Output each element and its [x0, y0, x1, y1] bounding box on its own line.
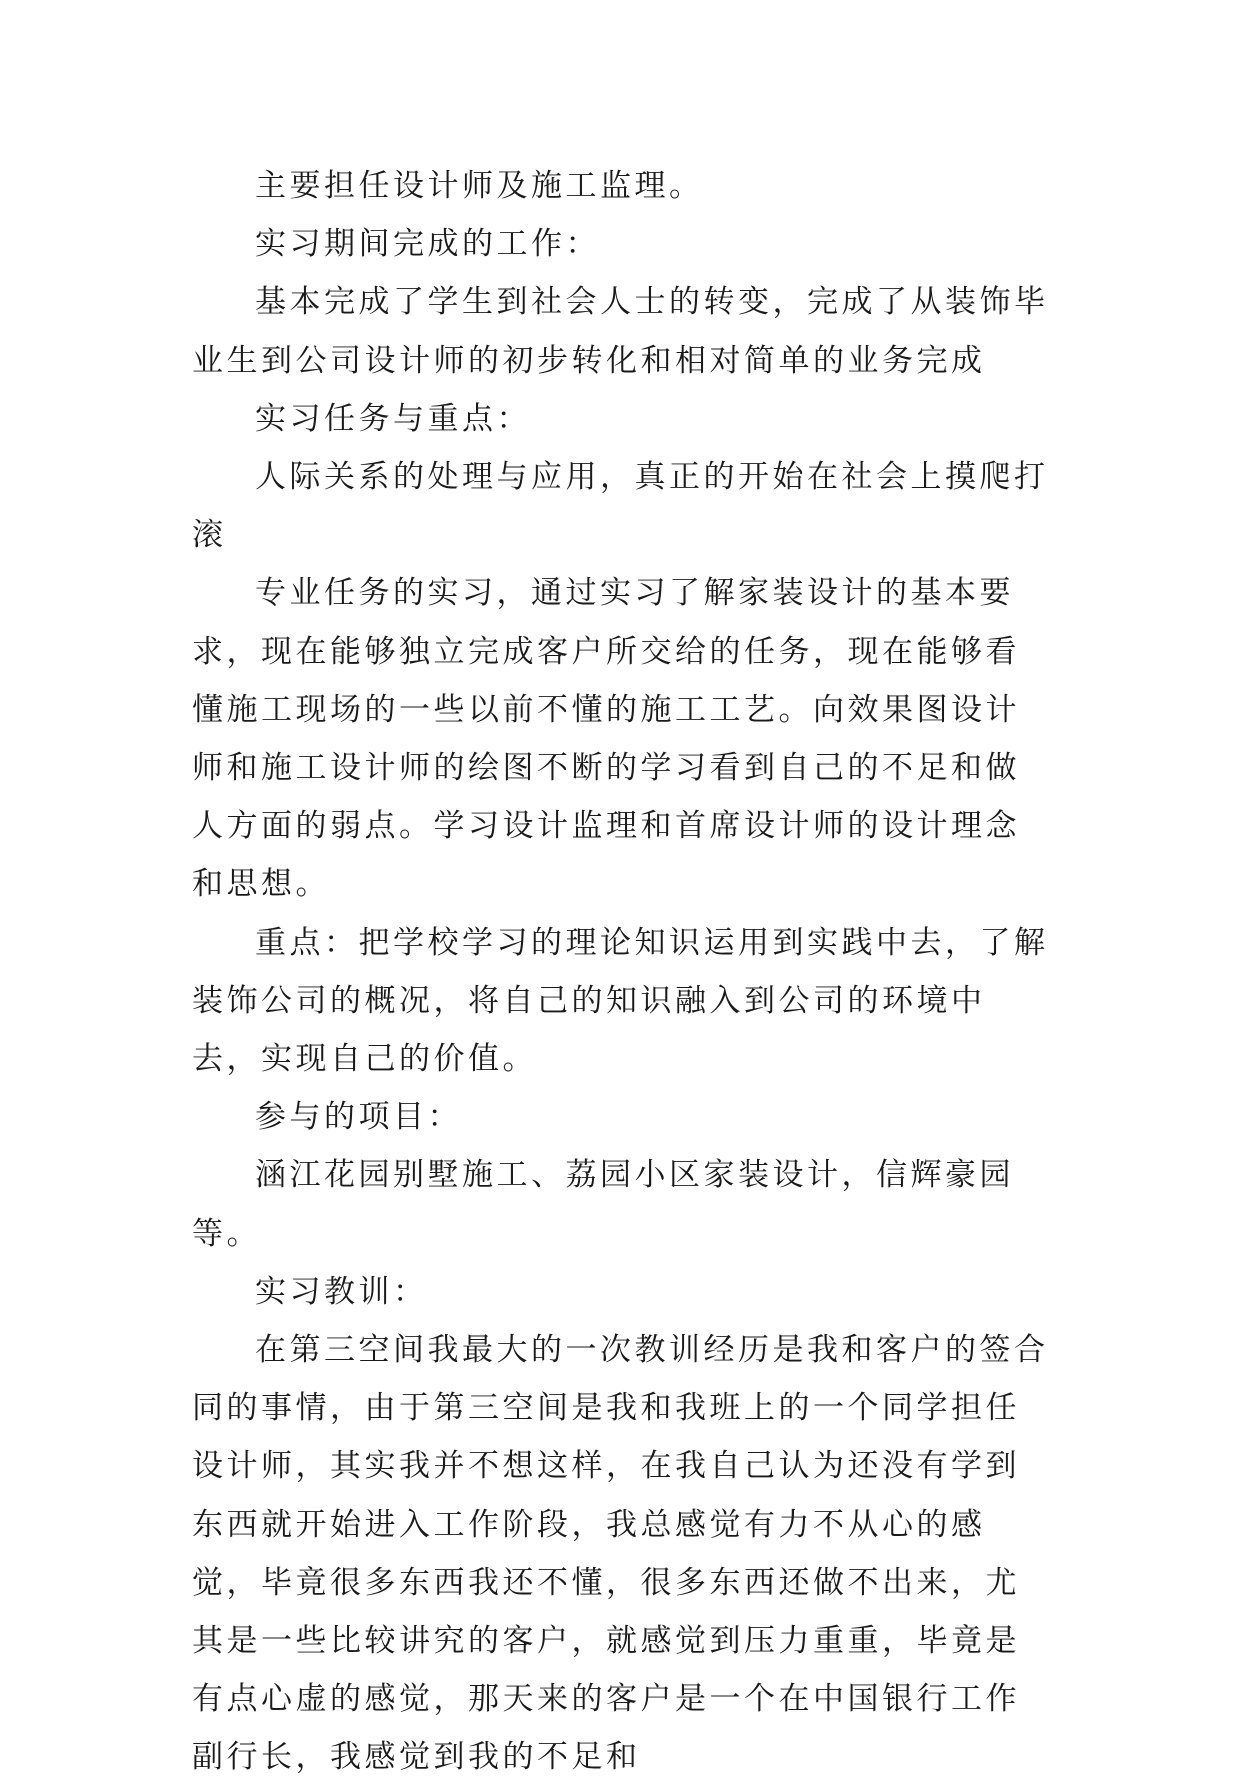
- paragraph-heading-lessons: 实习教训：: [255, 1273, 428, 1310]
- paragraph-projects: 涵江花园别墅施工、荔园小区家装设计，信辉豪园等。: [192, 1157, 1014, 1252]
- paragraph-key-points: 重点：把学校学习的理论知识运用到实践中去，了解装饰公司的概况，将自己的知识融入到公司的环境中去，实现自己的价值。: [192, 924, 1049, 1078]
- paragraph-heading-projects: 参与的项目：: [255, 1099, 462, 1136]
- paragraph-role: 主要担任设计师及施工监理。: [255, 168, 704, 204]
- paragraph-interpersonal: 人际关系的处理与应用，真正的开始在社会上摸爬打滚: [192, 459, 1049, 554]
- paragraph-heading-completed-work: 实习期间完成的工作：: [255, 226, 600, 263]
- document-body: [192, 157, 1052, 1787]
- paragraph-lessons: 在第三空间我最大的一次教训经历是我和客户的签合同的事情，由于第三空间是我和我班上的一个同学担任设计师，其实我并不想这样，在我自己认为还没有学到东西就开始进入工作阶段，我总感觉有力不从心的感觉，毕竟很多东西我还不懂，很多东西还做不出来，尤其是一些比较讲究的客户，就感觉到压力重重，毕竟是有点心虚的感觉，那天来的客户是一个在中国银行工作副行长，我感觉到我的不足和: [192, 1332, 1049, 1776]
- paragraph-heading-tasks: 实习任务与重点：: [255, 400, 531, 437]
- paragraph-completed-work: 基本完成了学生到社会人士的转变，完成了从装饰毕业生到公司设计师的初步转化和相对简单的业务完成: [192, 284, 1049, 379]
- paragraph-professional-tasks: 专业任务的实习，通过实习了解家装设计的基本要求，现在能够独立完成客户所交给的任务，现在能够看懂施工现场的一些以前不懂的施工工艺。向效果图设计师和施工设计师的绘图不断的学习看到自己的不足和做人方面的弱点。学习设计监理和首席设计师的设计理念和思想。: [192, 575, 1020, 903]
